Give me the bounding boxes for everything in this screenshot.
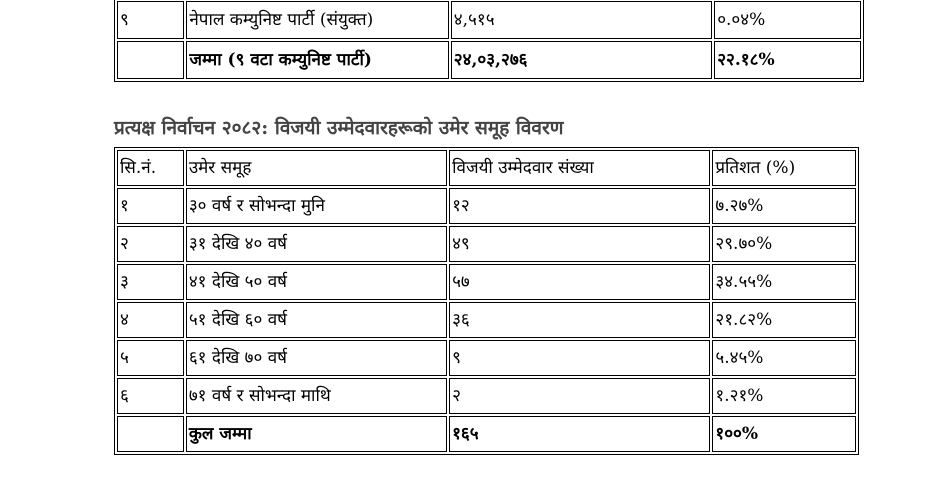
total-percent-cell: १००% [712, 416, 856, 452]
table-row [117, 188, 856, 224]
age-group-cell: ४१ देखि ५० वर्ष [186, 264, 447, 300]
age-group-cell: ३१ देखि ४० वर्ष [186, 226, 447, 262]
winner-count-cell: ३६ [449, 302, 710, 338]
header-age-group: उमेर समूह [186, 150, 447, 186]
winner-count-cell: ९ [449, 340, 710, 376]
percent-cell: ७.२७% [712, 188, 856, 224]
total-label-cell: कुल जम्मा [186, 416, 447, 452]
percent-cell: २१.८२% [712, 302, 856, 338]
winner-count-cell: ५७ [449, 264, 710, 300]
party-vote-table [114, 0, 864, 82]
serial-cell: ६ [117, 378, 184, 414]
table-row [117, 302, 856, 338]
header-row [117, 150, 856, 186]
percent-cell: १.२१% [712, 378, 856, 414]
age-group-cell: ७१ वर्ष र सोभन्दा माथि [186, 378, 447, 414]
total-percent-cell: २२.१८% [714, 41, 861, 79]
vote-count-cell: ४,५१५ [451, 1, 712, 39]
serial-cell: ४ [117, 302, 184, 338]
age-group-cell: ६१ देखि ७० वर्ष [186, 340, 447, 376]
total-count-cell: १६५ [449, 416, 710, 452]
percent-cell: ३४.५५% [712, 264, 856, 300]
total-row [117, 41, 861, 79]
table-row [117, 340, 856, 376]
table-row [117, 264, 856, 300]
total-label-cell: जम्मा (९ वटा कम्युनिष्ट पार्टी) [186, 41, 448, 79]
header-percent: प्रतिशत (%) [712, 150, 856, 186]
serial-cell [117, 41, 184, 79]
serial-cell: १ [117, 188, 184, 224]
percent-cell: २९.७०% [712, 226, 856, 262]
party-name-cell: नेपाल कम्युनिष्ट पार्टी (संयुक्त) [186, 1, 448, 39]
header-winner-count: विजयी उम्मेदवार संख्या [449, 150, 710, 186]
vote-percent-cell: ०.०४% [714, 1, 861, 39]
winner-count-cell: १२ [449, 188, 710, 224]
table-row [117, 226, 856, 262]
serial-cell: ९ [117, 1, 184, 39]
header-serial: सि.नं. [117, 150, 184, 186]
serial-cell: २ [117, 226, 184, 262]
section-title: प्रत्यक्ष निर्वाचन २०८२: विजयी उम्मेदवारहरूको उमेर समूह विवरण [114, 117, 564, 139]
total-row [117, 416, 856, 452]
age-group-cell: ३० वर्ष र सोभन्दा मुनि [186, 188, 447, 224]
age-group-cell: ५१ देखि ६० वर्ष [186, 302, 447, 338]
table-row [117, 378, 856, 414]
serial-cell: ३ [117, 264, 184, 300]
percent-cell: ५.४५% [712, 340, 856, 376]
age-group-table [114, 147, 859, 455]
serial-cell: ५ [117, 340, 184, 376]
serial-cell [117, 416, 184, 452]
total-votes-cell: २४,०३,२७६ [451, 41, 712, 79]
winner-count-cell: ४९ [449, 226, 710, 262]
table-row [117, 1, 861, 39]
winner-count-cell: २ [449, 378, 710, 414]
